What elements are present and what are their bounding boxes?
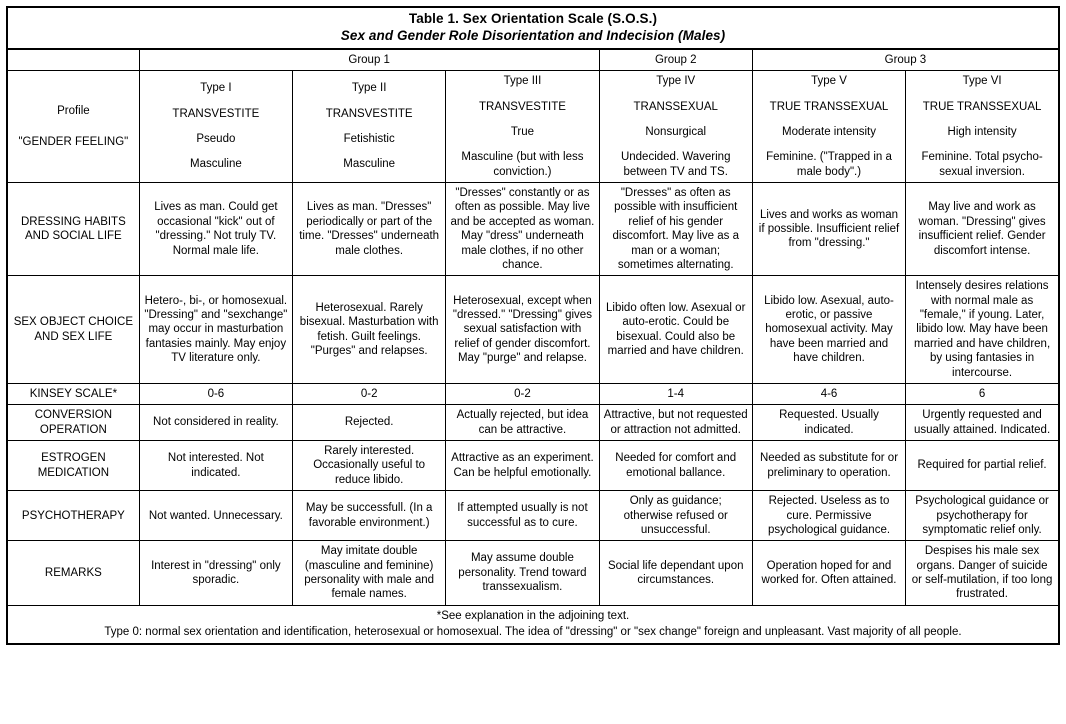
sos-table (6, 6, 1060, 645)
cell-sex-object-choice-6: Intensely desires relations with normal male as "female," if young. Later, libido low. May have been married and have children, by using fantasies in intercourse. (906, 276, 1059, 384)
cell-kinsey-scale-4: 1-4 (599, 383, 752, 404)
row-label-estrogen-medication: ESTROGEN MEDICATION (7, 441, 139, 491)
cell-conversion-operation-1: Not considered in reality. (139, 405, 292, 441)
profile-detail-5: Feminine. ("Trapped in a male body".) (766, 151, 892, 178)
cell-remarks-1: Interest in "dressing" only sporadic. (139, 541, 292, 606)
cell-estrogen-medication-6: Required for partial relief. (906, 441, 1059, 491)
profile-type-3: Type III (503, 75, 542, 88)
profile-type-4: Type IV (656, 75, 696, 88)
profile-name-4: TRANSSEXUAL (633, 100, 718, 113)
profile-name-6: TRUE TRANSSEXUAL (922, 100, 1042, 113)
cell-dressing-habits-6: May live and work as woman. "Dressing" gives insufficient relief. Gender discomfort intense. (906, 183, 1059, 276)
profile-name-1: TRANSVESTITE (172, 107, 260, 120)
cell-psychotherapy-4: Only as guidance; otherwise refused or unsuccessful. (599, 491, 752, 541)
profile-cell-type-2 (293, 71, 446, 183)
profile-type-1: Type I (200, 82, 232, 95)
cell-conversion-operation-2: Rejected. (293, 405, 446, 441)
footnote-line2: Type 0: normal sex orientation and identification, heterosexual or homosexual. The idea of "dressing" or "sex change" foreign and unpleasant. Vast majority of all people. (104, 626, 962, 639)
cell-sex-object-choice-1: Hetero-, bi-, or homosexual. "Dressing" and "sexchange" may occur in masturbation fantasies mainly. May enjoy TV literature only. (139, 276, 292, 384)
profile-type-6: Type VI (962, 75, 1002, 88)
profile-sub-3: True (510, 125, 535, 138)
cell-remarks-2: May imitate double (masculine and feminine) personality with male and female names. (293, 541, 446, 606)
profile-cell-type-6 (906, 71, 1059, 183)
cell-kinsey-scale-6: 6 (906, 383, 1059, 404)
profile-sub-5: Moderate intensity (782, 125, 876, 138)
row-label-kinsey-scale: KINSEY SCALE* (7, 383, 139, 404)
profile-sub-1: Pseudo (196, 133, 236, 146)
cell-conversion-operation-6: Urgently requested and usually attained. Indicated. (906, 405, 1059, 441)
profile-sub-4: Nonsurgical (645, 125, 707, 138)
cell-psychotherapy-6: Psychological guidance or psychotherapy for symptomatic relief only. (906, 491, 1059, 541)
row-label-remarks: REMARKS (7, 541, 139, 606)
profile-sub-6: High intensity (947, 125, 1017, 138)
table-title-line1: Table 1. Sex Orientation Scale (S.O.S.) (408, 11, 658, 26)
group-header-1: Group 1 (139, 49, 599, 71)
cell-dressing-habits-3: "Dresses" constantly or as often as possible. May live and be accepted as woman. May "dress" underneath male clothes, if no other chance. (446, 183, 599, 276)
profile-type-5: Type V (811, 75, 847, 88)
profile-type-2: Type II (351, 82, 387, 95)
profile-detail-3: Masculine (but with less conviction.) (461, 151, 584, 178)
group-header-2: Group 2 (599, 49, 752, 71)
cell-estrogen-medication-2: Rarely interested. Occasionally useful to reduce libido. (293, 441, 446, 491)
row-label-psychotherapy: PSYCHOTHERAPY (7, 491, 139, 541)
cell-dressing-habits-1: Lives as man. Could get occasional "kick" out of "dressing." Not truly TV. Normal male life. (139, 183, 292, 276)
cell-psychotherapy-5: Rejected. Useless as to cure. Permissive psychological guidance. (752, 491, 905, 541)
profile-label-line1: Profile (57, 105, 90, 118)
cell-dressing-habits-2: Lives as man. "Dresses" periodically or part of the time. "Dresses" underneath male clothes. (293, 183, 446, 276)
cell-remarks-3: May assume double personality. Trend toward transsexualism. (446, 541, 599, 606)
cell-conversion-operation-5: Requested. Usually indicated. (752, 405, 905, 441)
profile-row-label (7, 71, 139, 183)
table-title (7, 7, 1059, 49)
profile-detail-6: Feminine. Total psycho-sexual inversion. (921, 151, 1043, 178)
table-row (7, 383, 1059, 404)
table-row (7, 541, 1059, 606)
profile-name-3: TRANSVESTITE (478, 100, 566, 113)
profile-cell-type-5 (752, 71, 905, 183)
cell-remarks-4: Social life dependant upon circumstances. (599, 541, 752, 606)
cell-conversion-operation-3: Actually rejected, but idea can be attractive. (446, 405, 599, 441)
profile-row (7, 71, 1059, 183)
cell-sex-object-choice-5: Libido low. Asexual, auto-erotic, or passive homosexual activity. May have been married and have children. (752, 276, 905, 384)
table-row (7, 491, 1059, 541)
cell-dressing-habits-4: "Dresses" as often as possible with insufficient relief of his gender discomfort. May live as a man or a woman; sometimes alternating. (599, 183, 752, 276)
cell-sex-object-choice-3: Heterosexual, except when "dressed." "Dressing" gives sexual satisfaction with relief of gender discomfort. May "purge" and relapse. (446, 276, 599, 384)
cell-kinsey-scale-2: 0-2 (293, 383, 446, 404)
profile-cell-type-4 (599, 71, 752, 183)
cell-remarks-5: Operation hoped for and worked for. Often attained. (752, 541, 905, 606)
cell-psychotherapy-1: Not wanted. Unnecessary. (139, 491, 292, 541)
row-label-sex-object-choice: SEX OBJECT CHOICE AND SEX LIFE (7, 276, 139, 384)
row-label-conversion-operation: CONVERSION OPERATION (7, 405, 139, 441)
group-header-3: Group 3 (752, 49, 1059, 71)
cell-conversion-operation-4: Attractive, but not requested or attraction not admitted. (599, 405, 752, 441)
cell-dressing-habits-5: Lives and works as woman if possible. Insufficient relief from "dressing." (752, 183, 905, 276)
table-title-line2: Sex and Gender Role Disorientation and Indecision (Males) (340, 27, 726, 43)
cell-estrogen-medication-4: Needed for comfort and emotional ballance. (599, 441, 752, 491)
cell-estrogen-medication-1: Not interested. Not indicated. (139, 441, 292, 491)
footnotes (7, 605, 1059, 643)
cell-estrogen-medication-3: Attractive as an experiment. Can be helpful emotionally. (446, 441, 599, 491)
profile-sub-2: Fetishistic (343, 133, 395, 146)
profile-name-5: TRUE TRANSSEXUAL (769, 100, 889, 113)
cell-kinsey-scale-3: 0-2 (446, 383, 599, 404)
table-row (7, 276, 1059, 384)
footnote-row (7, 605, 1059, 643)
profile-detail-1: Masculine (189, 158, 242, 171)
table-row (7, 183, 1059, 276)
footnote-line1: *See explanation in the adjoining text. (436, 609, 630, 622)
table-row (7, 405, 1059, 441)
cell-estrogen-medication-5: Needed as substitute for or preliminary to operation. (752, 441, 905, 491)
row-label-dressing-habits: DRESSING HABITS AND SOCIAL LIFE (7, 183, 139, 276)
group-header-row (7, 49, 1059, 71)
cell-remarks-6: Despises his male sex organs. Danger of suicide or self-mutilation, if too long frustrated. (906, 541, 1059, 606)
profile-name-2: TRANSVESTITE (325, 107, 413, 120)
cell-psychotherapy-3: If attempted usually is not successful as to cure. (446, 491, 599, 541)
table-title-row (7, 7, 1059, 49)
cell-sex-object-choice-4: Libido often low. Asexual or auto-erotic. Could be bisexual. Could also be married and have children. (599, 276, 752, 384)
group-header-spacer (7, 49, 139, 71)
profile-cell-type-1 (139, 71, 292, 183)
cell-psychotherapy-2: May be successfull. (In a favorable environment.) (293, 491, 446, 541)
profile-cell-type-3 (446, 71, 599, 183)
cell-kinsey-scale-5: 4-6 (752, 383, 905, 404)
profile-detail-4: Undecided. Wavering between TV and TS. (620, 151, 731, 178)
cell-kinsey-scale-1: 0-6 (139, 383, 292, 404)
profile-detail-2: Masculine (343, 158, 396, 171)
cell-sex-object-choice-2: Heterosexual. Rarely bisexual. Masturbation with fetish. Guilt feelings. "Purges" and relapses. (293, 276, 446, 384)
table-row (7, 441, 1059, 491)
profile-label-line2: "GENDER FEELING" (18, 135, 129, 148)
